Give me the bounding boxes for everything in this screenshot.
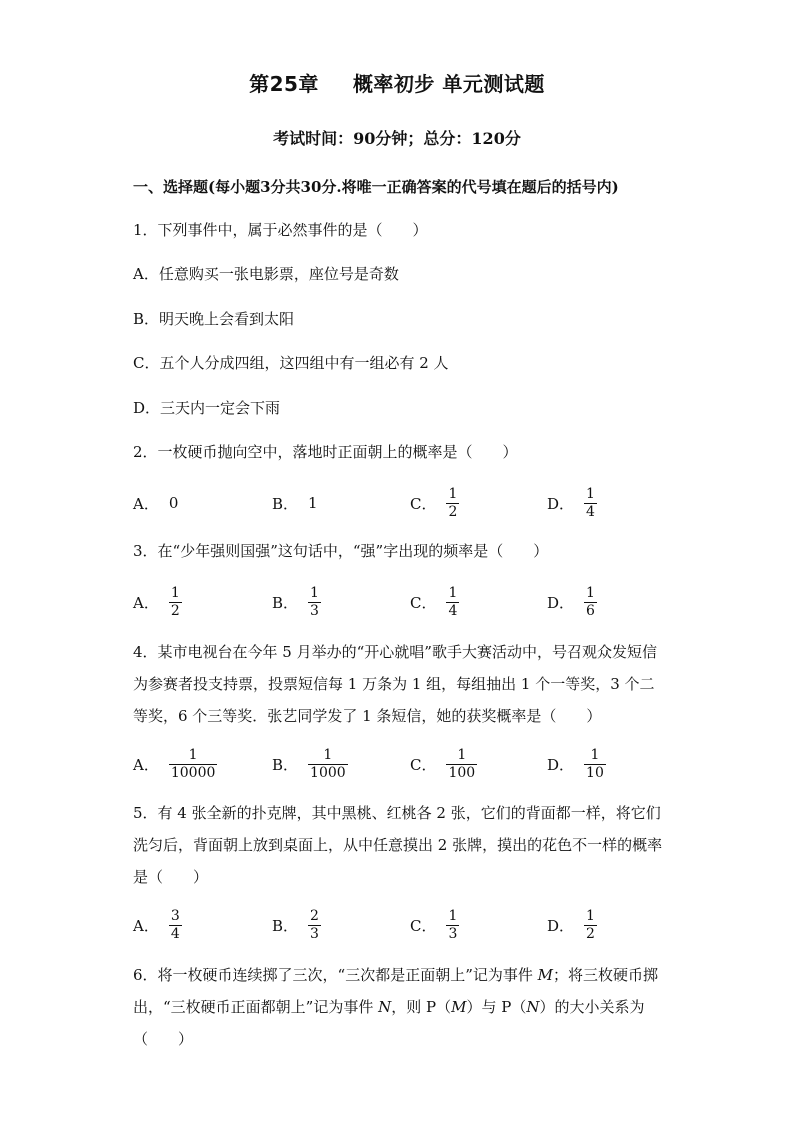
numerator: 1 bbox=[586, 485, 595, 502]
q3-option-b bbox=[272, 580, 321, 624]
option-label: C． bbox=[410, 755, 437, 774]
q1-option-b: B．明天晚上会看到太阳 bbox=[133, 310, 295, 328]
q4-option-b bbox=[272, 742, 348, 786]
section-heading: 一、选择题(每小题3分共30分.将唯一正确答案的代号填在题后的括号内) bbox=[133, 178, 619, 196]
q4-stem: 4．某市电视台在今年 5 月举办的“开心就唱”歌手大赛活动中，号召观众发短信为参赛者投支持票，投票短信每 1 万条为 1 组，每组抽出 1 个一等奖，3 个二等奖，6 个三等奖．张艺同学发了 1 条短信，她的获奖概率是（ ） bbox=[133, 643, 657, 725]
exam-info: 考试时间：90分钟；总分：120分 bbox=[273, 129, 521, 148]
q2-stem: 2．一枚硬币抛向空中，落地时正面朝上的概率是（ ） bbox=[133, 443, 518, 461]
fraction bbox=[308, 747, 348, 782]
option-label: B． bbox=[272, 916, 299, 935]
numerator: 3 bbox=[170, 907, 180, 924]
q6-text-part: ，则 P（ bbox=[391, 998, 452, 1016]
numerator: 1 bbox=[188, 746, 198, 763]
denominator: 100 bbox=[448, 764, 476, 781]
numerator: 1 bbox=[323, 746, 333, 763]
q5-options bbox=[133, 903, 673, 947]
q4-option-d bbox=[547, 742, 606, 786]
fraction bbox=[446, 486, 459, 521]
q3-stem: 3．在“少年强则国强”这句话中，“强”字出现的频率是（ ） bbox=[133, 542, 549, 560]
option-label: D． bbox=[547, 755, 575, 774]
chapter-name: 概率初步 单元测试题 bbox=[352, 72, 545, 96]
fraction bbox=[446, 747, 477, 782]
q5-option-d bbox=[547, 903, 597, 947]
q1-option-d: D．三天内一定会下雨 bbox=[133, 399, 281, 417]
q2-options bbox=[133, 481, 673, 525]
fraction bbox=[169, 747, 218, 782]
denominator: 4 bbox=[448, 602, 458, 619]
q2-option-d bbox=[547, 481, 597, 525]
denominator: 4 bbox=[170, 925, 180, 942]
q4-option-c bbox=[410, 742, 477, 786]
q6-text-part: ）与 P（ bbox=[466, 998, 527, 1016]
numerator: 1 bbox=[448, 584, 458, 601]
q3-option-c bbox=[410, 580, 459, 624]
option-label: A． bbox=[133, 916, 159, 935]
denominator: 2 bbox=[170, 602, 180, 619]
option-label: C． bbox=[410, 593, 437, 612]
numerator: 1 bbox=[448, 907, 458, 924]
fraction bbox=[584, 747, 606, 782]
denominator: 10 bbox=[586, 764, 604, 781]
q5-option-a bbox=[133, 903, 182, 947]
fraction bbox=[584, 908, 597, 943]
option-label: B． bbox=[272, 593, 299, 612]
q6-text-part: ）的大小关系为（ ） bbox=[133, 998, 645, 1048]
q2-option-b bbox=[272, 481, 318, 525]
q5-option-b bbox=[272, 903, 321, 947]
option-label: B． bbox=[272, 494, 299, 513]
option-label: C． bbox=[410, 916, 437, 935]
numerator: 1 bbox=[448, 485, 458, 502]
variable-m: M bbox=[537, 966, 554, 984]
numerator: 1 bbox=[586, 907, 595, 924]
fraction bbox=[584, 585, 597, 620]
option-label: C． bbox=[410, 494, 437, 513]
q3-options bbox=[133, 580, 673, 624]
variable-m: M bbox=[451, 998, 467, 1016]
q3-option-d bbox=[547, 580, 597, 624]
chapter-number: 第25章 bbox=[249, 72, 319, 96]
denominator: 3 bbox=[310, 602, 319, 619]
q5-stem: 5．有 4 张全新的扑克牌，其中黑桃、红桃各 2 张，它们的背面都一样，将它们洗匀后，背面朝上放到桌面上，从中任意摸出 2 张牌，摸出的花色不一样的概率是（ ） bbox=[133, 804, 663, 886]
option-label: D． bbox=[547, 916, 575, 935]
option-label: A． bbox=[133, 494, 159, 513]
q6-text-part: 6．将一枚硬币连续掷了三次，“三次都是正面朝上”记为事件 bbox=[133, 966, 538, 984]
q3-option-a bbox=[133, 580, 182, 624]
q1-stem: 1．下列事件中，属于必然事件的是（ ） bbox=[133, 221, 428, 239]
option-label: B． bbox=[272, 755, 299, 774]
page-title bbox=[0, 68, 794, 97]
option-label: A． bbox=[133, 755, 159, 774]
fraction bbox=[308, 908, 321, 943]
variable-n: N bbox=[378, 998, 392, 1016]
option-label: A． bbox=[133, 593, 159, 612]
variable-n: N bbox=[526, 998, 540, 1016]
q6-stem bbox=[133, 959, 663, 1055]
numerator: 1 bbox=[590, 746, 600, 763]
fraction bbox=[584, 486, 597, 521]
denominator: 3 bbox=[448, 925, 458, 942]
numerator: 1 bbox=[586, 584, 595, 601]
q6-text-part: ；将三枚硬币掷出，“三枚硬币正面都朝上”记为事件 bbox=[133, 966, 659, 1016]
denominator: 2 bbox=[586, 925, 595, 942]
denominator: 6 bbox=[586, 602, 595, 619]
denominator: 2 bbox=[448, 503, 458, 520]
fraction bbox=[446, 585, 459, 620]
q1-option-a: A．任意购买一张电影票，座位号是奇数 bbox=[133, 265, 399, 283]
option-value: 0 bbox=[168, 494, 179, 512]
q4-option-a bbox=[133, 742, 217, 786]
fraction bbox=[169, 585, 182, 620]
numerator: 2 bbox=[310, 907, 319, 924]
denominator: 4 bbox=[586, 503, 595, 520]
q1-option-c: C．五个人分成四组，这四组中有一组必有 2 人 bbox=[133, 354, 449, 372]
option-value: 1 bbox=[308, 494, 318, 512]
q2-option-a bbox=[133, 481, 178, 525]
numerator: 1 bbox=[310, 584, 319, 601]
numerator: 1 bbox=[457, 746, 467, 763]
fraction bbox=[308, 585, 321, 620]
fraction bbox=[169, 908, 182, 943]
q2-option-c bbox=[410, 481, 459, 525]
denominator: 1000 bbox=[310, 764, 346, 781]
option-label: D． bbox=[547, 593, 575, 612]
q4-options bbox=[133, 742, 673, 786]
numerator: 1 bbox=[170, 584, 180, 601]
denominator: 3 bbox=[310, 925, 319, 942]
denominator: 10000 bbox=[170, 764, 216, 781]
option-label: D． bbox=[547, 494, 575, 513]
q5-option-c bbox=[410, 903, 459, 947]
fraction bbox=[446, 908, 459, 943]
